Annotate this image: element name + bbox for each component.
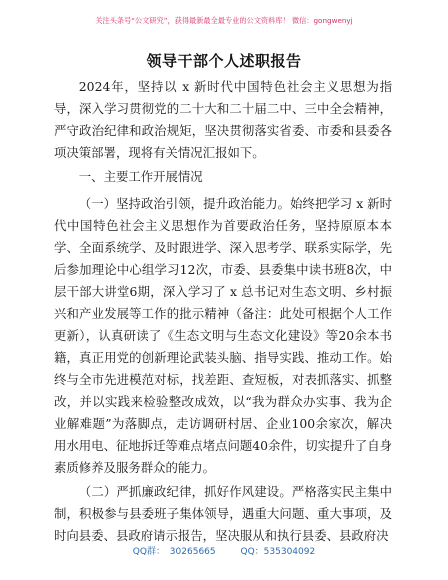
promo-banner: 关注头条号“公文研究”，获得最新最全最专业的公文资料库！ 微信：gongwenyj <box>95 16 353 25</box>
qq-group-text: QQ群： 30265665 <box>132 547 216 557</box>
qq-text: QQ：535304092 <box>240 547 316 557</box>
section-heading: 一、主要工作开展情况 <box>78 169 203 184</box>
document-body <box>54 76 392 547</box>
intro-paragraph: 2024年，坚持以 x 新时代中国特色社会主义思想为指导，深入学习贯彻党的二十大和二十届二中、三中全会精神，严守政治纪律和政治规矩，坚决贯彻落实省委、市委和县委各项决策部署，现将有关情况汇报如下。 <box>54 79 392 160</box>
contact-footer <box>0 544 448 557</box>
document-title: 领导干部个人述职报告 <box>146 52 302 70</box>
paragraph-political-guidance: （一）坚持政治引领，提升政治能力。始终把学习 x 新时代中国特色社会主义思想作为首要政治任务，坚持原原本本学、全面系统学、及时跟进学、深入思考学、联系实际学，先后参加理论中心组学习12次，市委、县委集中读书班8次，中层干部大讲堂6期，深入学习了 x 总书记对生态文明、乡村振兴和产业发展等工作的批示精神（备注：此处可根据个人工作更新），认真研读了《生态文明与生态文化建设》等20余本书籍，真正用党的创新理论武装头脑、指导实践、推动工作。始终与全市先进模范对标，找差距、查短板，对表抓落实、抓整改，并以实践来检验整改成效，以“我为群众办实事、我为企业解难题”为落脚点，走访调研村居、企业100余家次，解决用水用电、征地拆迁等难点堵点问题40余件，切实提升了自身素质修养及服务群众的能力。 <box>54 196 392 475</box>
paragraph-discipline: （二）严抓廉政纪律，抓好作风建设。严格落实民主集中制，积极参与县委班子集体领导，遇重大问题、重大事项，及时向县委、县政府请示报告，坚决服从和执行县委、县政府决 <box>54 484 392 543</box>
